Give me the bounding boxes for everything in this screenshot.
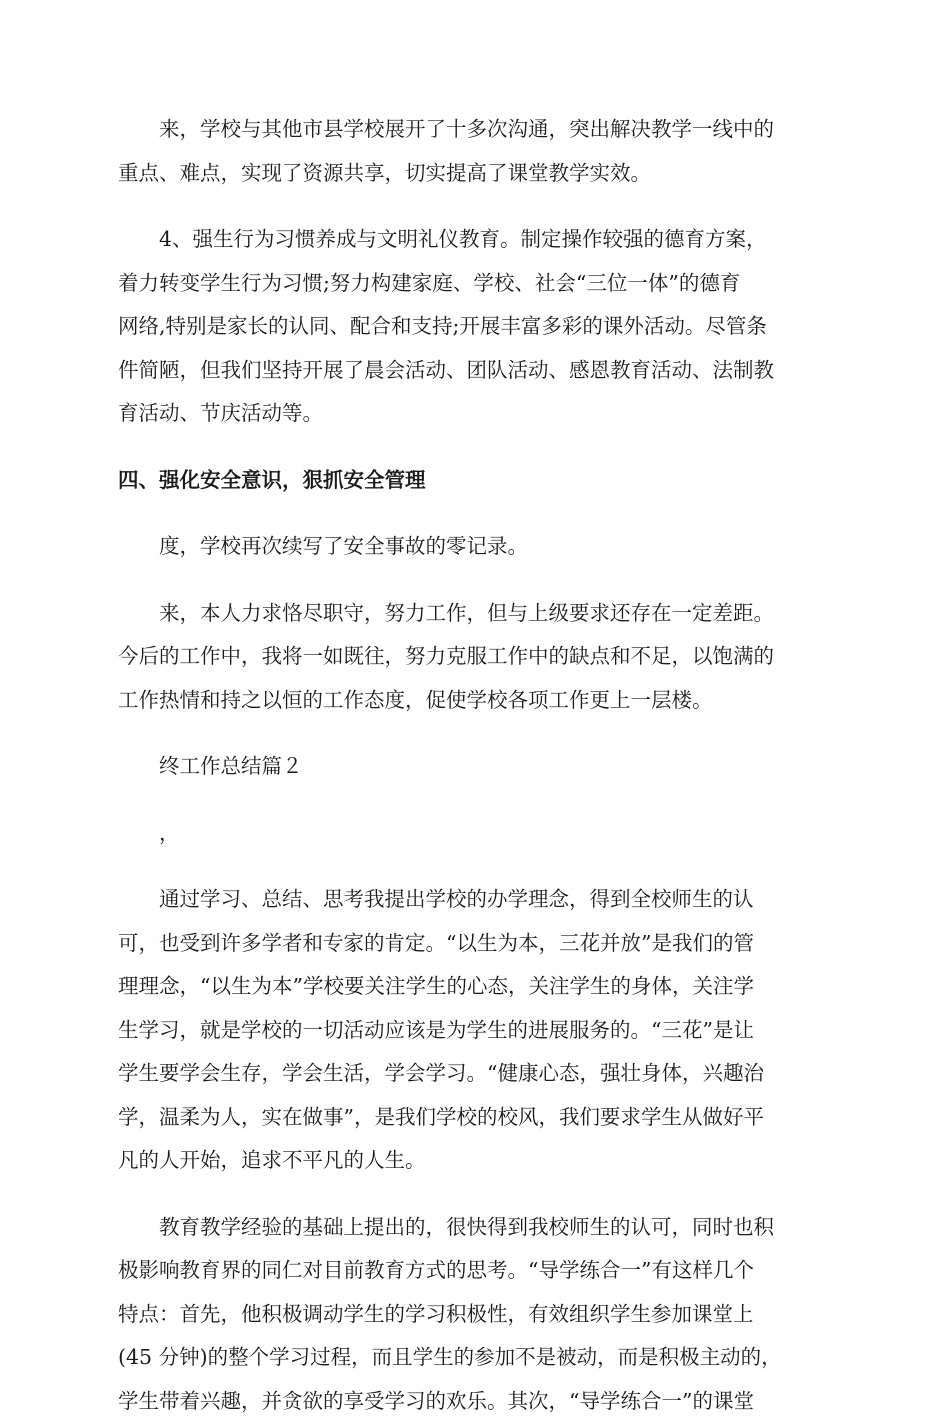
paragraph-self-assessment — [118, 592, 840, 723]
paragraph-safety-record — [118, 525, 840, 569]
text-line: 可，也受到许多学者和专家的肯定。“以生为本，三花并放”是我们的管 — [118, 922, 840, 966]
text-line: 特点：首先，他积极调动学生的学习积极性，有效组织学生参加课堂上 — [118, 1293, 840, 1337]
document-body — [118, 108, 840, 1423]
text-line: 理理念，“以生为本”学校要关注学生的心态，关注学生的身体，关注学 — [118, 965, 840, 1009]
paragraph-resource-sharing — [118, 108, 840, 195]
text-line: 重点、难点，实现了资源共享，切实提高了课堂教学实效。 — [118, 152, 840, 196]
text-line: 网络,特别是家长的认同、配合和支持;开展丰富多彩的课外活动。尽管条 — [118, 305, 840, 349]
paragraph-comma — [118, 812, 840, 856]
text-line: 4、强生行为习惯养成与文明礼仪教育。制定操作较强的德育方案， — [118, 218, 840, 262]
section-heading: 四、强化安全意识，狠抓安全管理 — [118, 459, 840, 503]
text-line: 学生要学会生存，学会生活，学会学习。“健康心态，强壮身体，兴趣治 — [118, 1052, 840, 1096]
text-line: 生学习，就是学校的一切活动应该是为学生的进展服务的。“三花”是让 — [118, 1009, 840, 1053]
paragraph-school-philosophy — [118, 878, 840, 1183]
text-line: 件简陋，但我们坚持开展了晨会活动、团队活动、感恩教育活动、法制教 — [118, 349, 840, 393]
text-line: 今后的工作中，我将一如既往，努力克服工作中的缺点和不足，以饱满的 — [118, 635, 840, 679]
paragraph-behavior-education — [118, 218, 840, 436]
text-line: 来，本人力求恪尽职守，努力工作，但与上级要求还存在一定差距。 — [118, 592, 840, 636]
text-line: ， — [118, 812, 840, 856]
text-line: 教育教学经验的基础上提出的，很快得到我校师生的认可，同时也积 — [118, 1206, 840, 1250]
text-line: 终工作总结篇２ — [118, 745, 840, 789]
text-line: 通过学习、总结、思考我提出学校的办学理念，得到全校师生的认 — [118, 878, 840, 922]
text-line: 着力转变学生行为习惯;努力构建家庭、学校、社会“三位一体”的德育 — [118, 262, 840, 306]
paragraph-summary-title — [118, 745, 840, 789]
text-line: 育活动、节庆活动等。 — [118, 392, 840, 436]
text-line: 凡的人开始，追求不平凡的人生。 — [118, 1139, 840, 1183]
text-line: 极影响教育界的同仁对目前教育方式的思考。“导学练合一”有这样几个 — [118, 1249, 840, 1293]
text-line: 度，学校再次续写了安全事故的零记录。 — [118, 525, 840, 569]
text-line: 工作热情和持之以恒的工作态度，促使学校各项工作更上一层楼。 — [118, 679, 840, 723]
text-line: 来，学校与其他市县学校展开了十多次沟通，突出解决教学一线中的 — [118, 108, 840, 152]
text-line: (45 分钟)的整个学习过程，而且学生的参加不是被动，而是积极主动的， — [118, 1336, 840, 1380]
text-line: 学生带着兴趣，并贪欲的享受学习的欢乐。其次，“导学练合一”的课堂 — [118, 1380, 840, 1423]
paragraph-teaching-model — [118, 1206, 840, 1423]
text-line: 学，温柔为人，实在做事”，是我们学校的校风，我们要求学生从做好平 — [118, 1096, 840, 1140]
